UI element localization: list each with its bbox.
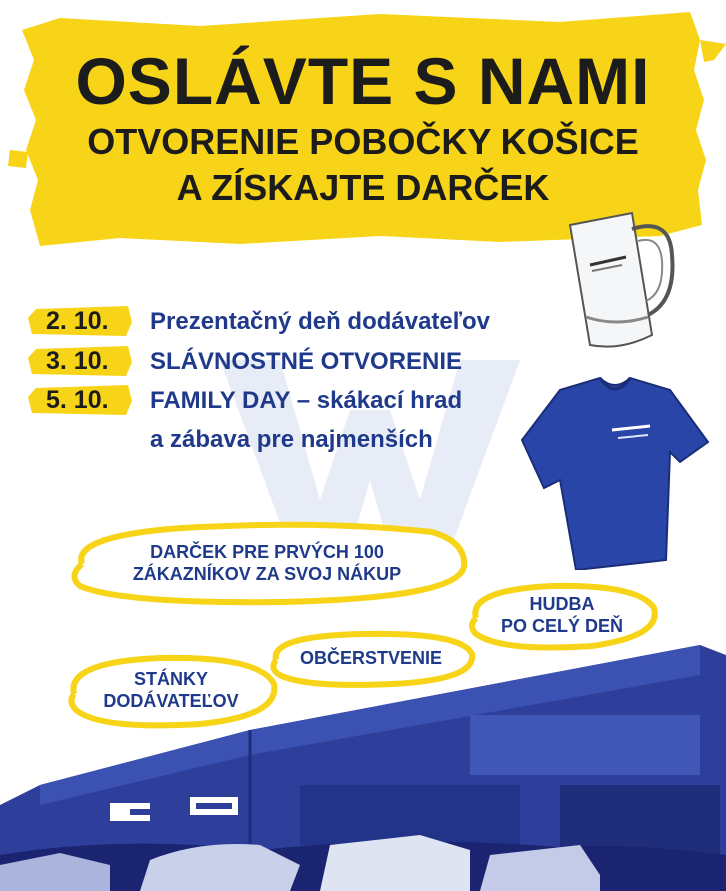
beer-mug-icon [560,205,690,355]
page-subtitle-line2: A ZÍSKAJTE DARČEK [176,167,550,208]
callout-music-line1: HUDBA [529,594,595,615]
callout-stands-line2: DODÁVATEĽOV [103,691,239,711]
callout-refreshments-line1: OBČERSTVENIE [299,648,443,669]
callout-stands-line1: STÁNKY [133,669,208,690]
event-text-3-line2: a zábava pre najmenších [150,426,433,453]
callout-gift-line2: ZÁKAZNÍKOV ZA SVOJ NÁKUP [132,564,402,584]
callout-refreshments [262,628,480,690]
event-text-2: SLÁVNOSTNÉ OTVORENIE [150,348,463,375]
event-text-1: Prezentačný deň dodávateľov [150,308,491,335]
date-label-1: 2. 10. [46,307,109,335]
date-badge-3 [28,385,132,415]
date-badge-1 [28,306,132,336]
callout-music [462,580,662,652]
callout-gift [62,520,472,608]
date-badge-2 [28,346,132,376]
callout-stands [60,650,282,732]
page-subtitle-line1: OTVORENIE POBOČKY KOŠICE [87,121,639,162]
date-label-2: 3. 10. [46,347,109,375]
tshirt-icon [520,370,710,570]
page-title: OSLÁVTE S NAMI [75,44,651,118]
event-text-3: FAMILY DAY – skákací hrad [150,387,463,414]
callout-gift-line1: DARČEK PRE PRVÝCH 100 [150,542,384,563]
date-label-3: 5. 10. [46,386,109,414]
callout-music-line2: PO CELÝ DEŇ [500,616,624,636]
